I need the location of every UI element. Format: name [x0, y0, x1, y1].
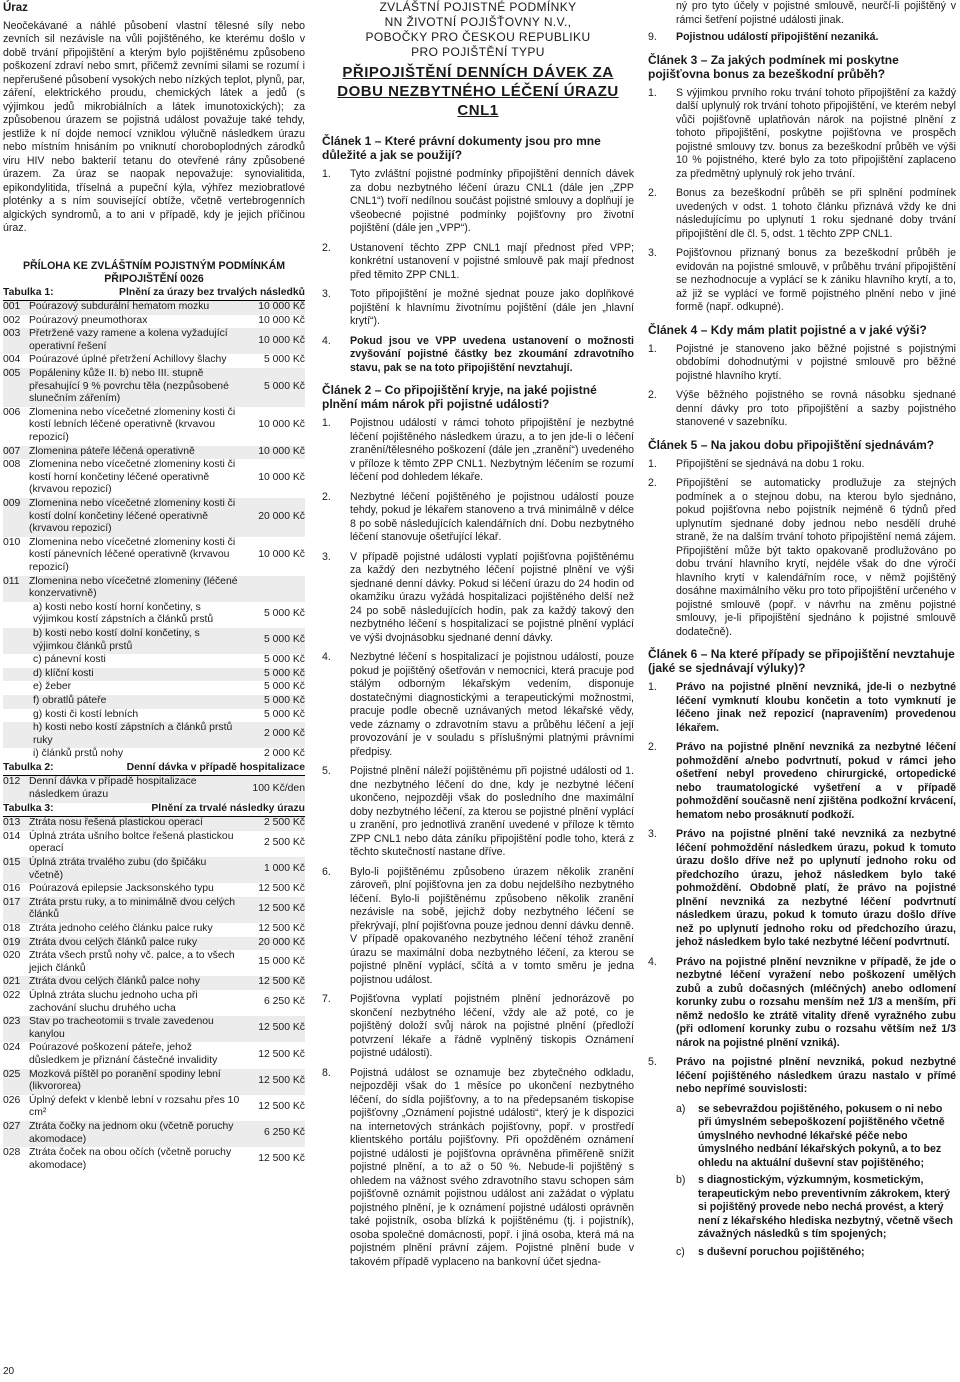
- uraz-heading: Úraz: [3, 2, 28, 14]
- row-amount: 10 000 Kč: [243, 328, 305, 354]
- column-right: [648, 0, 956, 1263]
- list-text: Bonus za bezeškodní průběh se při splnění podmínek uvedených v odst. 1 tohoto článku přiznává vždy ke dni následujícímu po uplynutí 1 roku sjednané doby trvání připojištění dle čl. 5, odst. 1 těchto ZPP CNL1.: [676, 187, 956, 240]
- table-row: [3, 857, 305, 883]
- row-amount: 12 500 Kč: [258, 1048, 305, 1060]
- list-text: Právo na pojistné plnění nevzniká, pokud nezbytné léčení pojištěného následkem úrazu nastalo v přímé nebo nepřímé souvislosti:: [676, 1056, 956, 1095]
- list-item: [648, 956, 956, 1051]
- row-code: 024: [3, 1042, 21, 1054]
- list-item: [322, 335, 634, 376]
- row-amount: 5 000 Kč: [263, 708, 305, 720]
- row-description: Ztráta čoček na obou očích (včetně poruchy akomodace): [29, 1147, 232, 1171]
- list-text: Bylo-li pojištěnému způsobeno úrazem několik zranění zároveň, plní pojišťovna jen za dobu nejdelšího nezbytného léčení. Bylo-li pojištěnému způsobeno několik zranění nezávisle na sobě, jejichž doby nezbytného léčení se překrývají, plní pojišťovna pouze jednou denní dávku denně. V případě opakovaného nezbytného léčení téhož zranění úrazu se maximální doba nezbytného léčení, za kterou se pojistné plnění vyplácí, sčítá a v tomto směru je jedna pojistnou událost.: [350, 865, 634, 986]
- row-description: f) obratlů páteře: [29, 695, 243, 709]
- row-description: Zlomenina páteře léčená operativně: [29, 446, 243, 460]
- list-number: 2.: [648, 187, 657, 199]
- table-1-title: Plnění za úrazy bez trvalých následků: [119, 286, 305, 298]
- row-amount: 2 000 Kč: [243, 722, 305, 748]
- row-amount: 10 000 Kč: [258, 419, 305, 431]
- list-number: 4.: [648, 955, 657, 968]
- row-code: 019: [3, 937, 29, 951]
- list-item: [648, 681, 956, 735]
- table-row: [3, 681, 305, 695]
- list-number: 8.: [322, 1066, 331, 1079]
- list-number: b): [676, 1174, 686, 1186]
- row-code: 012: [3, 776, 29, 803]
- table-2-label: Tabulka 2:: [3, 761, 54, 773]
- row-description: Zlomenina nebo vícečetné zlomeniny kosti či kostí dolní končetiny léčené operativně (krvavou repozicí): [29, 498, 243, 537]
- row-description: Popáleniny kůže II. b) nebo III. stupně přesahující 9 % povrchu těla (nezpůsobené slunečním zářením): [29, 368, 243, 407]
- table-row: [3, 817, 305, 831]
- list-text: Nezbytné léčení s hospitalizací je pojistnou událostí, pouze pokud je pojištěný ošetřován v nemocnici, která pracuje pod stálým odborným lékařským vedením, disponuje dostatečnými diagnostickými a terapeutickými možnostmi, pracuje podle obecně uznávaných metod lékařské vědy, vede záznamy o zdravotním stavu a průběhu léčení a její provozování je v souladu s příslušnými platnými právními předpisy.: [350, 651, 634, 758]
- row-code: [3, 602, 29, 628]
- row-description: i) článků prstů nohy: [33, 748, 124, 760]
- row-description: Mozková píštěl po poranění spodiny lební (likvororea): [29, 1069, 243, 1095]
- row-code: 021: [3, 976, 29, 990]
- table-3: [3, 803, 305, 1174]
- table-row: [3, 990, 305, 1016]
- row-description: b) kosti nebo kostí dolní končetiny, s výjimkou článků prstů: [29, 628, 243, 654]
- list-item: [322, 993, 634, 1061]
- annex-title-line1: PŘÍLOHA KE ZVLÁŠTNÍM POJISTNÝM PODMÍNKÁM: [22, 259, 286, 272]
- list-text: Pojistné je stanoveno jako běžné pojistné s pojistnými obdobími dohodnutými v pojistné smlouvě pro běžné pojistné hlavního krytí.: [676, 342, 956, 382]
- header-line-2: NN ŽIVOTNÍ POJIŠŤOVNY N.V.,: [384, 15, 572, 29]
- list-item: [648, 343, 956, 384]
- row-amount: 20 000 Kč: [243, 937, 305, 951]
- row-description: g) kosti či kostí lebních: [33, 708, 139, 720]
- list-item: [322, 168, 634, 236]
- row-amount: 5 000 Kč: [263, 608, 305, 620]
- row-code: 013: [3, 817, 29, 831]
- list-text: Právo na pojistné plnění také nevzniká za nezbytné léčení pohmoždění následkem úrazu, pokud k tomuto úrazu došlo dříve než po uplynutí jednoho roku od předchozího úrazu, jehož následkem bylo také pohmoždění. Obdobně platí, že právo na pojistné plnění nevzniká za nezbytné léčení podvrtnutí následkem úrazu, pokud k tomuto úrazu došlo dříve než po uplynutí jednoho roku od předchozího úrazu, jehož následkem bylo také nezbytné léčení podvrtnutí.: [676, 828, 956, 948]
- table-row: [3, 407, 305, 446]
- list-number: 3.: [648, 247, 657, 259]
- article-5-heading: Článek 5 – Na jakou dobu připojištění sjednávám?: [648, 437, 935, 452]
- list-item: [322, 417, 634, 485]
- article-4-list: [648, 343, 956, 430]
- article-2-item-9: [648, 31, 956, 45]
- list-text: Ustanovení těchto ZPP CNL1 mají přednost před VPP; konkrétní ustanovení v pojistné smlouvě pak mají přednost před těmito ZPP CNL1.: [350, 241, 634, 281]
- list-text: Pojistná událost se oznamuje bez zbytečného odkladu, nejpozději však do 1 měsíce po ukončení nezbytného léčení, do sídla pojišťovny, a to na předepsaném tiskopise pojišťovny „Oznámení pojistné události“, který je k dispozici na internetových stránkách pojišťovny, popř. v prostředí klientského portálu pojišťovny. Při opožděném oznámení pojistné události je pojišťovna oprávněna přiměřeně snížit pojistné plnění, a to až o 50 %. Nebude-li pojištěný s ohledem na vážnost svého zdravotního stavu schopen sám pojišťovně oznámit pojistnou událost ani zažádat o výplatu pojistného plnění, je k oznámení pojistné události oprávněn také pojistník, osoba blízká k pojištěnému (tj. i pojistník), osoba společné domácnosti, popř. i jiná osoba, která má na pojistném plnění právní zájem. Pojistné plnění bude v takovém případě vyplaceno na bankovní účet sjedna-: [350, 1066, 634, 1268]
- list-text: Připojištění se sjednává na dobu 1 roku.: [676, 457, 865, 470]
- list-item: [676, 1103, 956, 1171]
- table-row: [3, 537, 305, 576]
- row-code: 025: [3, 1069, 29, 1095]
- row-code: 023: [3, 1016, 29, 1042]
- table-row: [3, 1095, 305, 1121]
- list-text: Pojišťovna vyplatí pojistném plnění jednorázově po skončení nezbytného léčení, vždy ale až poté, co je pojištěný doloží svůj nárok na pojistné plnění (předloží potvrzení lékaře a řádně vyplněný tiskopis Oznámení pojistné události).: [350, 993, 634, 1059]
- table-row: [3, 937, 305, 951]
- row-amount: 5 000 Kč: [263, 681, 305, 693]
- row-amount: 12 500 Kč: [243, 1069, 305, 1095]
- annex-title: [3, 260, 305, 287]
- list-number: 2.: [322, 490, 331, 503]
- row-description: c) pánevní kosti: [33, 654, 106, 666]
- article-6-heading: Článek 6 – Na které případy se připojištění nevztahuje (jaké se sjednávají výluky)?: [648, 647, 955, 675]
- row-code: 007: [3, 446, 29, 460]
- row-code: 026: [3, 1094, 21, 1106]
- row-amount: 10 000 Kč: [258, 549, 305, 561]
- row-amount: 12 500 Kč: [243, 976, 305, 990]
- row-amount: 10 000 Kč: [243, 301, 305, 315]
- table-row: [3, 709, 305, 723]
- table-row: [3, 1016, 305, 1042]
- table-3-header: [3, 803, 305, 817]
- column-left: [3, 0, 305, 1173]
- list-item: [648, 458, 956, 472]
- article-6-sublist: [648, 1103, 956, 1260]
- list-number: 2.: [648, 477, 657, 489]
- table-3-label: Tabulka 3:: [3, 802, 54, 814]
- row-amount: 5 000 Kč: [243, 668, 305, 682]
- row-code: 001: [3, 301, 29, 315]
- row-description: Ztráta dvou celých článků palce nohy: [29, 976, 243, 990]
- row-amount: 12 500 Kč: [243, 1016, 305, 1042]
- row-description: Ztráta dvou celých článků palce ruky: [29, 937, 243, 951]
- list-item: [648, 87, 956, 182]
- table-row: [3, 368, 305, 407]
- row-description: Zlomenina nebo vícečetné zlomeniny kosti či kostí lebních léčené operativně (krvavou repozicí): [29, 406, 236, 444]
- row-amount: 100 Kč/den: [243, 776, 305, 803]
- table-row: [3, 459, 305, 498]
- table-row: [3, 1042, 305, 1068]
- list-number: 4.: [322, 334, 331, 347]
- list-number: 3.: [322, 288, 331, 300]
- list-item: [322, 765, 634, 860]
- table-row: [3, 315, 305, 329]
- row-description: Ztráta prstu ruky, a to minimálně dvou celých článků: [29, 897, 243, 923]
- row-code: 005: [3, 368, 29, 407]
- list-text: s diagnostickým, výzkumným, kosmetickým, terapeutickým nebo preventivním zákrokem, který si pojištěný provede nebo nechá provést, a který není z lékařského hlediska nezbytný, včetně všech závažných následků s tím spojených;: [698, 1174, 953, 1240]
- row-code: 004: [3, 354, 21, 366]
- table-2: [3, 762, 305, 803]
- list-number: 1.: [322, 168, 331, 180]
- row-code: 018: [3, 923, 21, 934]
- list-number: 5.: [322, 765, 331, 777]
- table-row: [3, 446, 305, 460]
- list-number: 2.: [322, 241, 331, 254]
- list-number: 2.: [648, 741, 657, 753]
- table-row: [3, 748, 305, 762]
- article-6-list: [648, 681, 956, 1097]
- row-description: Poúrazová epilepsie Jacksonského typu: [29, 883, 214, 895]
- row-amount: 5 000 Kč: [243, 368, 305, 407]
- table-row: [3, 301, 305, 315]
- table-1-label: Tabulka 1:: [3, 286, 54, 298]
- table-row: [3, 628, 305, 654]
- list-number: 1.: [648, 342, 657, 355]
- row-description: Úplná ztráta sluchu jednoho ucha při zachování sluchu druhého ucha: [29, 989, 198, 1014]
- row-description: Stav po tracheotomii s trvale zavedenou kanylou: [29, 1016, 243, 1042]
- row-amount: 5 000 Kč: [243, 695, 305, 709]
- table-row: [3, 831, 305, 857]
- list-number: 3.: [322, 550, 331, 563]
- table-row: [3, 776, 305, 803]
- row-code: [3, 628, 29, 654]
- continued-text: ný pro tyto účely v pojistné smlouvě, neurčí-li pojištěný v rámci šetření pojistné události jinak.: [676, 0, 956, 26]
- row-code: 010: [3, 536, 21, 548]
- annex-title-line2: PŘIPOJIŠTĚNÍ 0026: [104, 273, 204, 285]
- list-number: 1.: [648, 457, 657, 470]
- row-amount: 6 250 Kč: [263, 996, 305, 1008]
- row-code: 020: [3, 950, 21, 962]
- table-row: [3, 1147, 305, 1173]
- row-code: 017: [3, 897, 29, 923]
- table-row: [3, 498, 305, 537]
- page-number: 20: [3, 1366, 15, 1377]
- table-row: [3, 576, 305, 602]
- table-row: [3, 1069, 305, 1095]
- article-2-heading: Článek 2 – Co připojištění kryje, na jaké pojistné plnění mám nárok při pojistné události?: [322, 383, 597, 411]
- row-code: 028: [3, 1147, 21, 1159]
- row-description: Úplná ztráta ušního boltce řešená plastickou operací: [29, 830, 234, 855]
- row-amount: 5 000 Kč: [263, 654, 305, 666]
- table-1: [3, 287, 305, 762]
- row-description: Úplná ztráta trvalého zubu (do špičáku včetně): [29, 857, 243, 883]
- list-text: Právo na pojistné plnění nevzniká za nezbytné léčení pohmoždění a/nebo podvrtnutí, pokud v rámci jeho ošetření nebyl provedeno chirurgické, ortopedické nebo traumatologické vyšetření a v případě pohmoždění současně není zjištěna podkožní krvácení, hematom nebo prosáknutí podkoží.: [676, 741, 956, 821]
- header-line-3: POBOČKY PRO ČESKOU REPUBLIKU: [365, 30, 591, 44]
- list-item: [322, 288, 634, 329]
- list-number: 3.: [648, 828, 657, 840]
- list-item: [648, 1056, 956, 1097]
- row-amount: 6 250 Kč: [243, 1121, 305, 1147]
- row-description: Ztráta nosu řešená plastickou operací: [29, 817, 243, 831]
- list-text: se sebevraždou pojištěného, pokusem o ni nebo při úmyslném sebepoškození pojištěného včetně úmyslného nevhodné lékařské péče nebo úmyslného nedbání lékařských pokynů, a to bez ohledu na aktuální duševní stav pojištěného;: [698, 1102, 945, 1169]
- row-code: 015: [3, 857, 29, 883]
- row-amount: 12 500 Kč: [258, 1153, 305, 1165]
- table-2-header: [3, 762, 305, 776]
- row-code: [3, 654, 29, 668]
- table-row: [3, 897, 305, 923]
- article-5-list: [648, 458, 956, 640]
- list-item: [648, 389, 956, 430]
- row-amount: 1 000 Kč: [243, 857, 305, 883]
- list-item: [648, 477, 956, 639]
- table-row: [3, 976, 305, 990]
- row-amount: 20 000 Kč: [243, 498, 305, 537]
- row-amount: 5 000 Kč: [263, 354, 305, 366]
- document-title: PŘIPOJIŠTĚNÍ DENNÍCH DÁVEK ZA DOBU NEZBYTNÉHO LÉČENÍ ÚRAZU CNL1: [337, 64, 619, 119]
- row-description: d) klíční kosti: [29, 668, 243, 682]
- row-amount: 15 000 Kč: [258, 956, 305, 968]
- table-3-title: Plnění za trvalé následky úrazu: [151, 802, 305, 814]
- row-description: Poúrazový subdurální hematom mozku: [29, 301, 243, 315]
- table-row: [3, 950, 305, 976]
- list-number: 1.: [322, 417, 331, 429]
- row-description: Přetržené vazy ramene a kolena vyžadující operativní řešení: [29, 328, 243, 354]
- row-amount: 2 000 Kč: [263, 748, 305, 760]
- table-row: [3, 722, 305, 748]
- row-description: Zlomenina nebo vícečetné zlomeniny (léčené konzervativně): [29, 576, 243, 602]
- list-item: [322, 866, 634, 988]
- row-code: 014: [3, 830, 21, 842]
- list-text: Pojistnou událostí v rámci tohoto připojištění je nezbytné léčení pojištěného následkem úrazu, a to jen jde-li o léčení zranění/tělesného poškození (dále jen „zranění“) uvedeného v příloze k těmto ZPP CNL1. Nezbytným léčením se rozumí léčení pod dohledem lékaře.: [350, 417, 634, 483]
- row-code: [3, 709, 29, 723]
- row-description: a) kosti nebo kostí horní končetiny, s výjimkou kostí zápstních a článků prstů: [33, 601, 214, 626]
- article-1-heading: Článek 1 – Které právní dokumenty jsou pro mne důležité a jak se použijí?: [322, 134, 601, 162]
- table-row: [3, 654, 305, 668]
- row-description: Poúrazový pneumothorax: [29, 314, 148, 326]
- list-text: Pokud jsou ve VPP uvedena ustanovení o možnosti zvyšování pojistné částky bez zkoumání zdravotního stavu, pak se na toto připojištění nevztahují.: [350, 334, 634, 374]
- list-number: a): [676, 1102, 686, 1115]
- list-item: [648, 741, 956, 822]
- list-number: 1.: [648, 681, 657, 693]
- row-amount: 12 500 Kč: [258, 1101, 305, 1113]
- row-description: Poúrazové úplné přetržení Achillovy šlachy: [29, 354, 227, 366]
- row-code: 006: [3, 406, 21, 418]
- table-row: [3, 602, 305, 628]
- row-code: 022: [3, 989, 21, 1001]
- table-row: [3, 354, 305, 368]
- list-text: Pojišťovnou přiznaný bonus za bezeškodní průběh je evidován na pojistné smlouvě, v průběhu trvání připojištění se nezhodnocuje a vyplácí se k zániku hlavního krytí, a to, až již se vyplácí ve formě pojistného plnění nebo v jiné formě (např. odkupné).: [676, 247, 956, 313]
- row-code: 016: [3, 883, 21, 895]
- table-row: [3, 695, 305, 709]
- header-line-1: ZVLÁŠTNÍ POJISTNÉ PODMÍNKY: [379, 0, 577, 14]
- row-code: 002: [3, 314, 21, 326]
- article-2-list: [322, 417, 634, 1269]
- list-text: Nezbytné léčení pojištěného je pojistnou událostí pouze tehdy, pokud je lékařem stanoveno a trvá minimálně v délce 8 po sobě následujících kalendářních dní. Dobu nezbytného léčení stanovuje ošetřující lékař.: [350, 490, 634, 543]
- list-number: 5.: [648, 1056, 657, 1068]
- list-text: Výše běžného pojistného se rovná násobku sjednané denní dávky pro toto připojištění a sazby pojistného stanovené v sazebníku.: [676, 389, 956, 428]
- list-number: 6.: [322, 865, 331, 878]
- table-2-title: Denní dávka v případě hospitalizace: [126, 761, 305, 773]
- list-item: [322, 1067, 634, 1270]
- row-amount: 10 000 Kč: [243, 446, 305, 460]
- list-text: V případě pojistné události vyplatí pojišťovna pojištěnému za každý den nezbytného léčení pojistné plnění ve výši sjednané denní dávky. Pokud si léčení úrazu do 24 hodin od okamžiku úrazu vyžádá hospitalizaci pojištěného delší než 24 po sobě následujících hodin, pak za každý takový den nezbytného léčení s hospitalizací se pojistné plnění vyplácí ve výši dvojnásobku sjednané denní dávky.: [350, 550, 634, 644]
- table-1-header: [3, 287, 305, 301]
- row-code: 027: [3, 1121, 29, 1147]
- row-description: Denní dávka v případě hospitalizace následkem úrazu: [29, 776, 243, 803]
- table-row: [3, 883, 305, 897]
- row-amount: 12 500 Kč: [258, 923, 305, 934]
- row-description: Zlomenina nebo vícečetné zlomeniny kosti či kostí pánevních léčené operativně (krvavou repozicí): [29, 536, 236, 573]
- list-number: 2.: [648, 389, 657, 401]
- list-number: 1.: [648, 86, 657, 99]
- list-number: c): [676, 1245, 685, 1258]
- list-number: 9.: [648, 31, 657, 43]
- row-code: [3, 695, 29, 709]
- table-row: [3, 1121, 305, 1147]
- row-amount: 10 000 Kč: [258, 471, 305, 483]
- list-number: 4.: [322, 651, 331, 663]
- row-amount: [243, 576, 305, 602]
- row-amount: 10 000 Kč: [258, 314, 305, 326]
- row-description: h) kosti nebo kostí zápstních a článků prstů ruky: [29, 722, 243, 748]
- row-description: Úplný defekt v klenbě lební v rozsahu přes 10 cm²: [29, 1094, 240, 1119]
- list-text: Právo na pojistné plnění nevznikne v případě, že jde o nezbytné léčení vyražení nebo poškození umělých zubů a zubů dočasných (mléčných) anebo odlomení korunky zubu o rozsahu menším než 1/3 a menším, při němž nedošlo ke ztrátě vitality dřeně vyražného zubu (při odlomení korunky zubu o rozsahu větším než 1/3 nárok na pojistné plnění vzniká).: [676, 955, 956, 1049]
- list-item: [322, 491, 634, 545]
- row-amount: 12 500 Kč: [243, 897, 305, 923]
- list-item: [648, 187, 956, 241]
- row-description: Zlomenina nebo vícečetné zlomeniny kosti či kostí horní končetiny léčené operativně (krvavou repozicí): [29, 459, 236, 496]
- list-text: Pojistné plnění náleží pojištěnému při pojistné události od 1. dne nezbytného léčení do dne, kdy je nezbytné léčení ukončeno, nejpozději však do posledního dne maximální doby nezbytného léčení, za kterou se pojistné plnění vyplácí u zranění, pro jednotlivá zranění uvedené v příloze k těmto ZPP CNL1 nebo dáta záníku připojištění podle toho, která z těchto skutečností nastane dříve.: [350, 765, 634, 858]
- table-row: [3, 328, 305, 354]
- row-code: 003: [3, 328, 29, 354]
- row-description: Poúrazové poškození páteře, jehož důsledkem je přiznání částečné invalidity: [29, 1042, 218, 1066]
- list-number: 7.: [322, 993, 331, 1005]
- list-text: Právo na pojistné plnění nevzniká, jde-li o nezbytné léčení vymknutí kloubu končetin a toto vymknutí je léčeno jinak než repozicí (napravením) provedenou lékařem.: [676, 681, 956, 734]
- table-row: [3, 923, 305, 937]
- article-3-heading: Článek 3 – Za jakých podmínek mi poskytne pojišťovna bonus za bezeškodní průběh?: [648, 52, 899, 81]
- row-code: [3, 722, 29, 748]
- list-text: S výjimkou prvního roku trvání tohoto připojištění za každý další uplynulý rok trvání tohoto připojištění, ve kterém nebyl vůči pojišťovně uplatňován nárok na pojistné plnění z tohoto připojištění, poskytne pojišťovna ve prospěch pojistné smlouvy tzv. bonus za bezeškodní průběh ve výši 10 % pojistného, které bylo za toto připojištění zaplaceno za předmětný uplynulý rok jeho trvání.: [676, 86, 956, 180]
- row-code: 008: [3, 459, 21, 471]
- row-code: [3, 668, 29, 682]
- list-item: [676, 1246, 956, 1260]
- row-code: 011: [3, 576, 29, 602]
- list-text: Pojistnou událostí připojištění nezaniká.: [676, 31, 879, 43]
- row-amount: 12 500 Kč: [258, 883, 305, 895]
- row-description: e) žeber: [33, 681, 72, 693]
- list-text: s duševní poruchou pojištěného;: [698, 1245, 865, 1258]
- list-text: Tyto zvláštní pojistné podmínky připojištění denních dávek za dobu nezbytného léčení úrazu CNL1 (dále jen „ZPP CNL1“) tvoří nedílnou součást pojistné smlouvy a doplňují je všeobecné pojistné podmínky pojišťovny pro životní pojištění (dále jen „VPP“).: [350, 168, 634, 234]
- row-code: [3, 748, 29, 762]
- uraz-definition: Neočekávané a náhlé působení vlastní tělesné síly nebo zevních sil nezávisle na vůli pojištěného, ke kterému došlo v době trvání připojištění a kterým bylo pojištěnému způsobeno poškození zdraví nebo smrt, přičemž zevními silami se rozumí i nepřerušené působení vysokých nebo nízkých teplot, plynů, par, záření, elektrického proudu, chemických látek a jedů (s výjimkou jedů mikrobiálních a látek imunotoxických); za způsobenou úrazem se pojistná událost považuje také tehdy, jestliže k ní dojde nemocí vzniklou výlučně následkem úrazu nebo místním hnisáním po vniknutí choroboplodných zárodků viru HIV nebo bakterií tetanu do otevřené rány způsobené úrazem. Za úraz se naopak nepovažuje: synovialitida, epikondylitida, tříselná a pupeční kýla, výhřez meziobratlové ploténky a s ním související obtíže, včetně vertebrogenních algických syndromů, a to ani v případě, kdy je jejich příčinou úraz.: [3, 19, 305, 234]
- row-description: Ztráta jednoho celého článku palce ruky: [29, 923, 213, 934]
- list-item: [322, 651, 634, 759]
- list-text: Toto připojištění je možné sjednat pouze jako doplňkové pojištění k hlavnímu životnímu pojištění (dále jen „hlavní krytí“).: [350, 288, 634, 327]
- list-item: [676, 1174, 956, 1242]
- row-code: 009: [3, 498, 29, 537]
- document-header: [322, 0, 634, 60]
- list-item: [322, 242, 634, 283]
- article-3-list: [648, 87, 956, 315]
- article-1-list: [322, 168, 634, 375]
- table-row: [3, 668, 305, 682]
- list-item: [648, 247, 956, 315]
- row-amount: 2 500 Kč: [263, 837, 305, 849]
- row-description: Ztráta všech prstů nohy vč. palce, a to všech jejich článků: [29, 950, 235, 974]
- list-item: [648, 828, 956, 950]
- list-text: Připojištění se automaticky prodlužuje za stejných podmínek a o stejnou dobu, na kterou bylo sjednáno, pokud pojišťovna nebo pojistník nejméně 6 týdnů před uplynutím sjednané doby jednou nebo nesdělí druhé straně, že na dalším trvání tohoto připojištění nemá zájem. Připojištění může být takto opakovaně prodlužováno po dobu trvání hlavního krytí, nejdéle však do dne výročí hlavního krytí v kalendářním roce, v němž pojištěný dosáhne maximálního věku pro toto připojištění určeného v pojistné smlouvě (popř. v návrhu na změnu pojistné smlouvy, je-li připojištění sjednáno k pojistné smlouvě dodatečně).: [676, 477, 956, 638]
- column-middle: [322, 0, 634, 1275]
- row-description: Ztráta čočky na jednom oku (včetně poruchy akomodace): [29, 1121, 243, 1147]
- row-amount: 5 000 Kč: [243, 628, 305, 654]
- article-4-heading: Článek 4 – Kdy mám platit pojistné a v jaké výši?: [648, 322, 927, 337]
- row-code: [3, 681, 29, 695]
- row-amount: 2 500 Kč: [243, 817, 305, 831]
- list-item: [322, 551, 634, 646]
- header-line-4: PRO POJIŠTĚNÍ TYPU: [411, 45, 545, 59]
